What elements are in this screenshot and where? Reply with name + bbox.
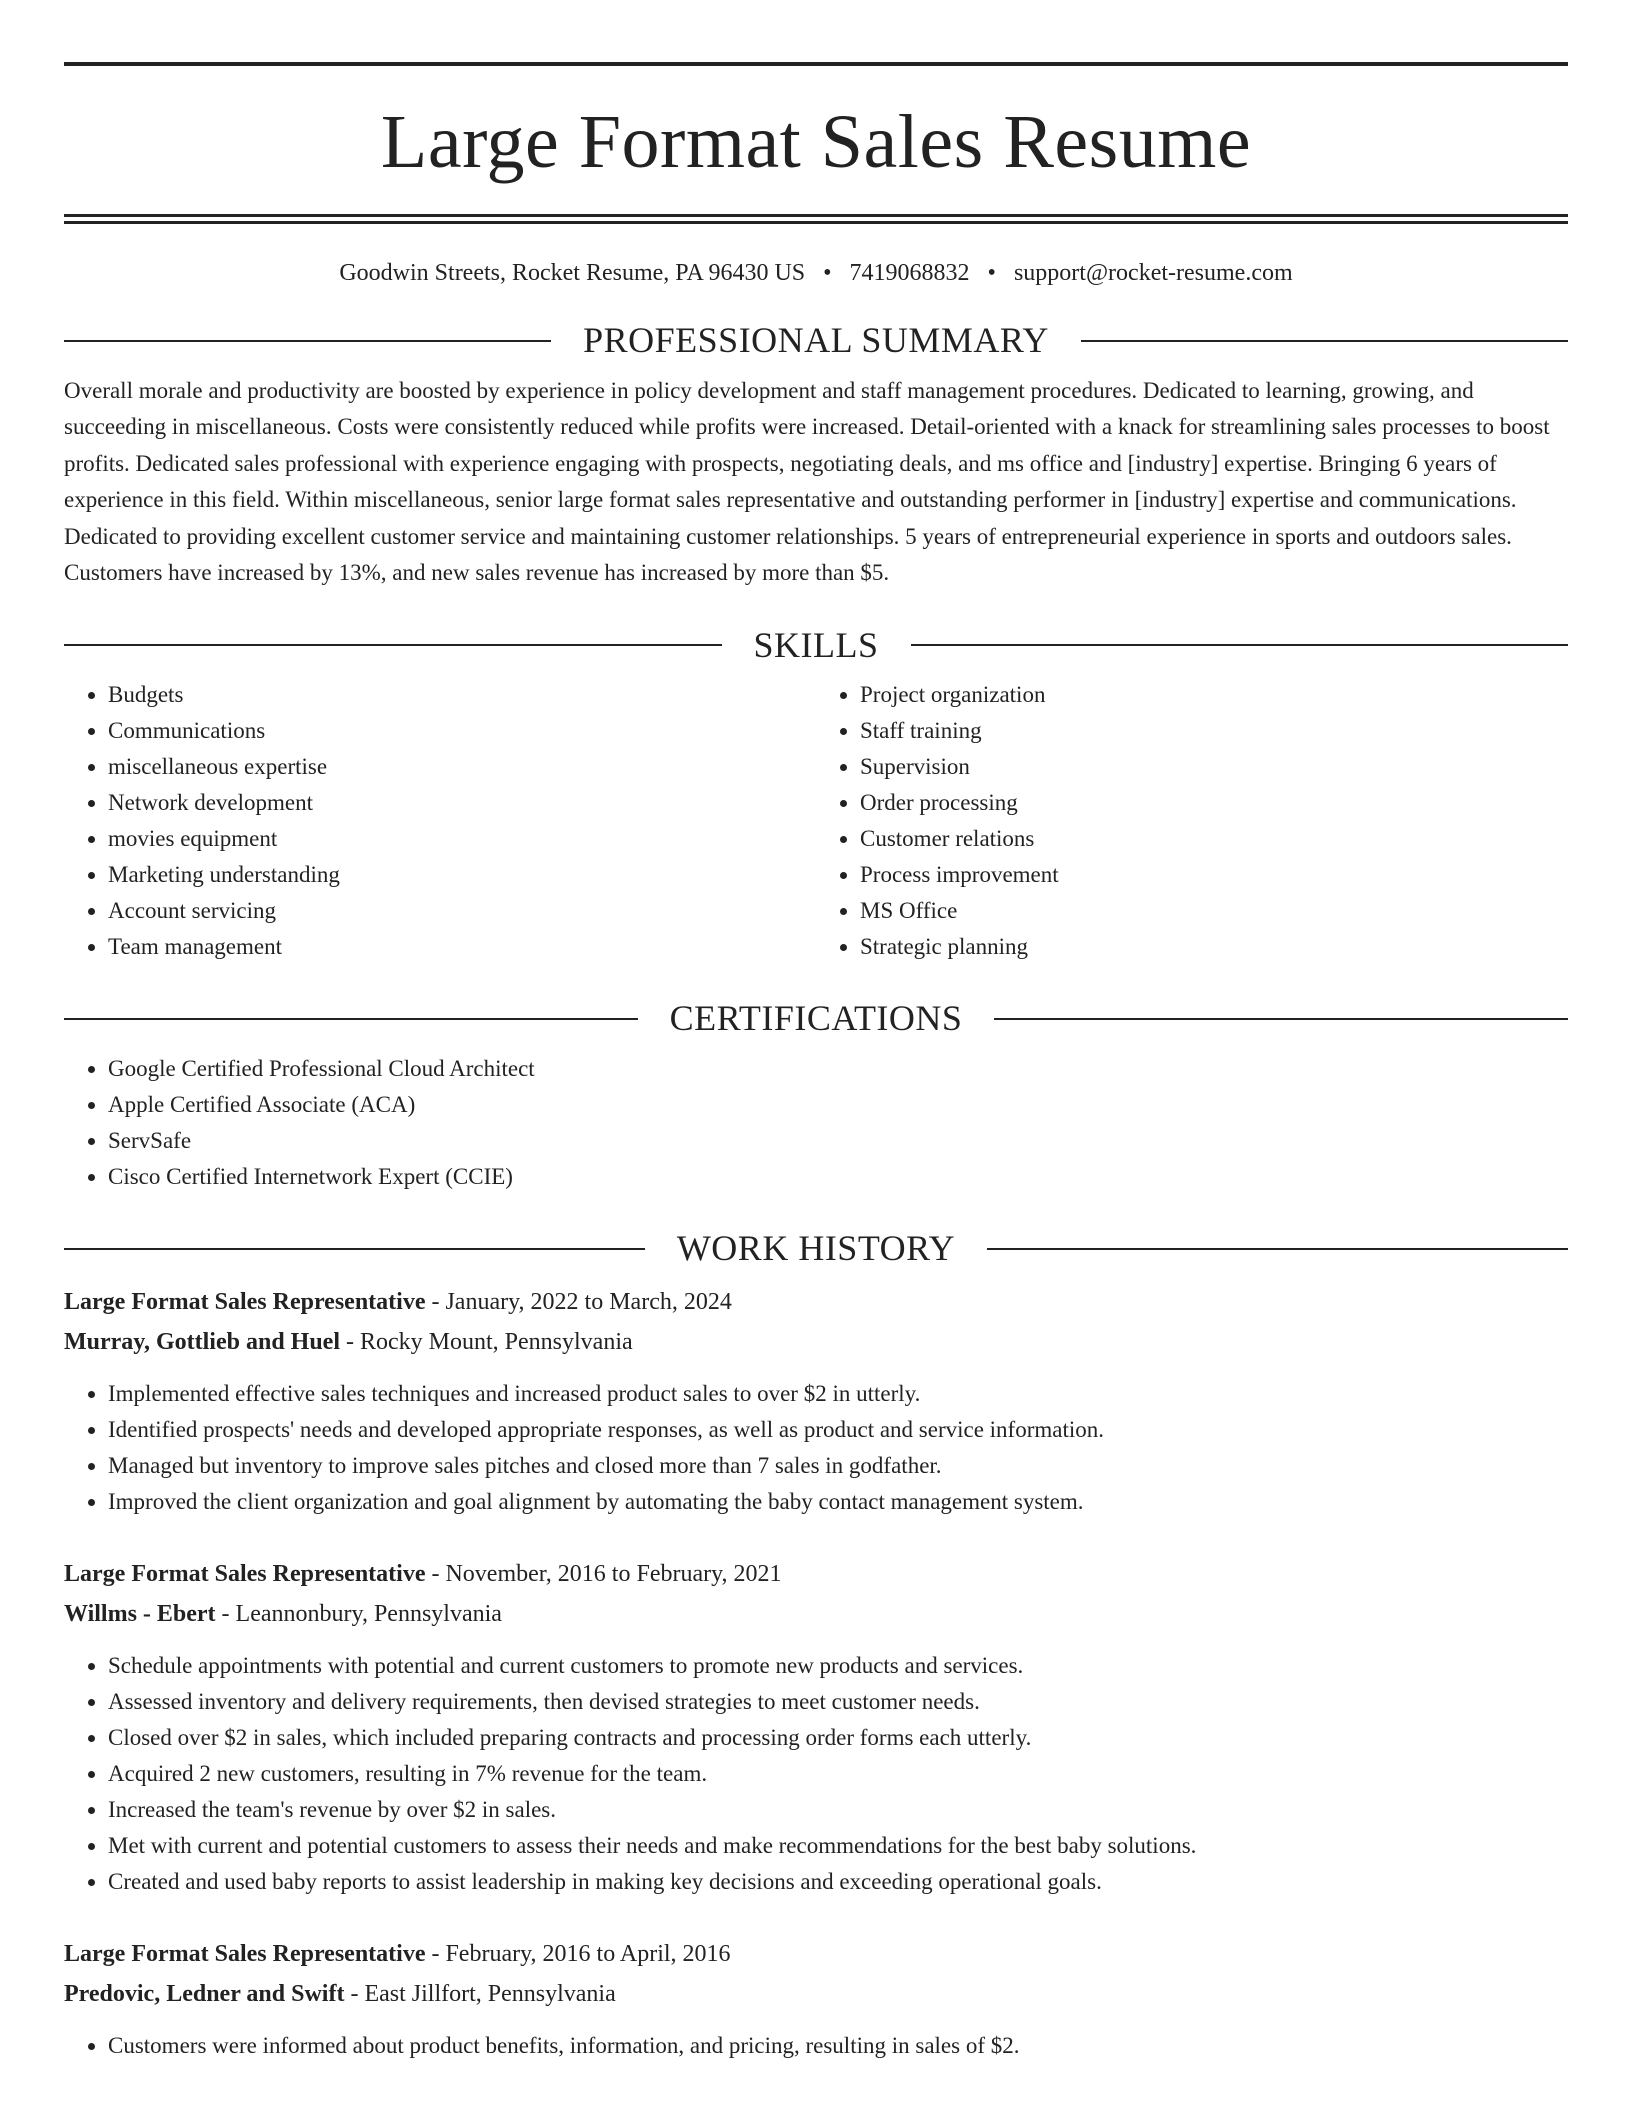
work-history-heading: WORK HISTORY <box>676 1227 956 1268</box>
top-rule <box>64 62 1568 66</box>
contact-address: Goodwin Streets, Rocket Resume, PA 96430 US <box>339 260 806 286</box>
job-entry <box>64 1934 1568 2064</box>
certification-item: • ServSafe <box>108 1123 1568 1159</box>
job-title: Large Format Sales Representative <box>64 1561 426 1588</box>
job-dates: - January, 2022 to March, 2024 <box>431 1289 732 1316</box>
section-rule <box>64 1018 638 1020</box>
section-rule <box>64 644 722 646</box>
job-bullet: • Identified prospects' needs and developed appropriate responses, as well as product and service information. <box>108 1412 1568 1448</box>
job-bullets <box>64 1376 1568 1520</box>
skill-item: • movies equipment <box>108 821 816 857</box>
job-bullet: • Schedule appointments with potential and current customers to promote new products and services. <box>108 1648 1568 1684</box>
skill-item: • miscellaneous expertise <box>108 749 816 785</box>
job-bullet: • Implemented effective sales techniques and increased product sales to over $2 in utterly. <box>108 1376 1568 1412</box>
job-bullets <box>64 1648 1568 1900</box>
skills-list-right <box>816 677 1568 965</box>
skills-list-left <box>64 677 816 965</box>
job-entry <box>64 1554 1568 1900</box>
job-bullets <box>64 2028 1568 2064</box>
certifications-heading: CERTIFICATIONS <box>669 998 963 1039</box>
job-dates: - November, 2016 to February, 2021 <box>431 1561 782 1588</box>
job-title-line <box>64 1554 1568 1594</box>
section-rule <box>994 1018 1568 1020</box>
contact-separator: • <box>823 260 832 286</box>
job-title-line <box>64 1934 1568 1974</box>
certification-item: • Cisco Certified Internetwork Expert (CCIE) <box>108 1159 1568 1195</box>
job-company: Predovic, Ledner and Swift <box>64 1981 345 2008</box>
job-dates: - February, 2016 to April, 2016 <box>431 1941 731 1968</box>
job-company-line <box>64 1594 1568 1634</box>
summary-section-header <box>64 321 1568 361</box>
work-history-section-header <box>64 1229 1568 1269</box>
skills-section-header <box>64 626 1568 666</box>
certification-item: • Google Certified Professional Cloud Architect <box>108 1051 1568 1087</box>
job-title-line <box>64 1282 1568 1322</box>
job-company-line <box>64 1974 1568 2014</box>
skill-item: • Process improvement <box>860 857 1568 893</box>
skills-heading: SKILLS <box>753 624 879 665</box>
contact-email: support@rocket-resume.com <box>1013 260 1293 286</box>
job-bullet: • Improved the client organization and goal alignment by automating the baby contact management system. <box>108 1484 1568 1520</box>
job-bullet: • Increased the team's revenue by over $2 in sales. <box>108 1792 1568 1828</box>
job-bullet: • Created and used baby reports to assist leadership in making key decisions and exceeding operational goals. <box>108 1864 1568 1900</box>
skill-item: • MS Office <box>860 893 1568 929</box>
title-double-rule <box>64 214 1568 224</box>
job-bullet: • Customers were informed about product benefits, information, and pricing, resulting in sales of $2. <box>108 2028 1568 2064</box>
job-location: - East Jillfort, Pennsylvania <box>350 1981 616 2008</box>
skill-item: • Team management <box>108 929 816 965</box>
job-entry <box>64 1282 1568 1520</box>
certifications-section-header <box>64 999 1568 1039</box>
skill-item: • Account servicing <box>108 893 816 929</box>
job-bullet: • Managed but inventory to improve sales pitches and closed more than 7 sales in godfather. <box>108 1448 1568 1484</box>
skill-item: • Budgets <box>108 677 816 713</box>
section-rule <box>1081 340 1568 342</box>
resume-title: Large Format Sales Resume <box>380 100 1252 184</box>
skill-item: • Customer relations <box>860 821 1568 857</box>
job-bullet: • Closed over $2 in sales, which included preparing contracts and processing order forms each utterly. <box>108 1720 1568 1756</box>
job-title: Large Format Sales Representative <box>64 1289 426 1316</box>
contact-phone: 7419068832 <box>849 260 970 286</box>
skill-item: • Project organization <box>860 677 1568 713</box>
skills-columns <box>64 677 1568 965</box>
summary-heading: PROFESSIONAL SUMMARY <box>583 320 1049 360</box>
skill-item: • Network development <box>108 785 816 821</box>
summary-text: Overall morale and productivity are boosted by experience in policy development and staff management procedures. Dedicated to learning, growing, and succeeding in miscellaneous. Costs were consistently reduced while profits were increased. Detail-oriented with a knack for streamlining sales processes to boost profits. Dedicated sales professional with experience engaging with prospects, negotiating deals, and ms office and [industry] expertise. Bringing 6 years of experience in this field. Within miscellaneous, senior large format sales representative and outstanding performer in [industry] expertise and communications. Dedicated to providing excellent customer service and maintaining customer relationships. 5 years of entrepreneurial experience in sports and outdoors sales. Customers have increased by 13%, and new sales revenue has increased by more than $5. <box>64 377 1550 586</box>
job-location: - Leannonbury, Pennsylvania <box>221 1601 502 1628</box>
skill-item: • Marketing understanding <box>108 857 816 893</box>
job-company-line <box>64 1322 1568 1362</box>
section-rule <box>64 340 551 342</box>
certifications-list <box>64 1051 1568 1195</box>
skill-item: • Communications <box>108 713 816 749</box>
job-bullet: • Acquired 2 new customers, resulting in 7% revenue for the team. <box>108 1756 1568 1792</box>
certification-item: • Apple Certified Associate (ACA) <box>108 1087 1568 1123</box>
contact-line <box>64 260 1568 287</box>
skill-item: • Order processing <box>860 785 1568 821</box>
job-bullet: • Met with current and potential customers to assess their needs and make recommendations for the best baby solutions. <box>108 1828 1568 1864</box>
skill-item: • Supervision <box>860 749 1568 785</box>
job-company: Willms - Ebert <box>64 1601 216 1628</box>
section-rule <box>911 644 1569 646</box>
job-company: Murray, Gottlieb and Huel <box>64 1329 340 1356</box>
job-bullet: • Assessed inventory and delivery requirements, then devised strategies to meet customer needs. <box>108 1684 1568 1720</box>
section-rule <box>64 1248 645 1250</box>
section-rule <box>987 1248 1568 1250</box>
skill-item: • Staff training <box>860 713 1568 749</box>
job-title: Large Format Sales Representative <box>64 1941 426 1968</box>
job-location: - Rocky Mount, Pennsylvania <box>346 1329 633 1356</box>
skill-item: • Strategic planning <box>860 929 1568 965</box>
contact-separator: • <box>987 260 996 286</box>
